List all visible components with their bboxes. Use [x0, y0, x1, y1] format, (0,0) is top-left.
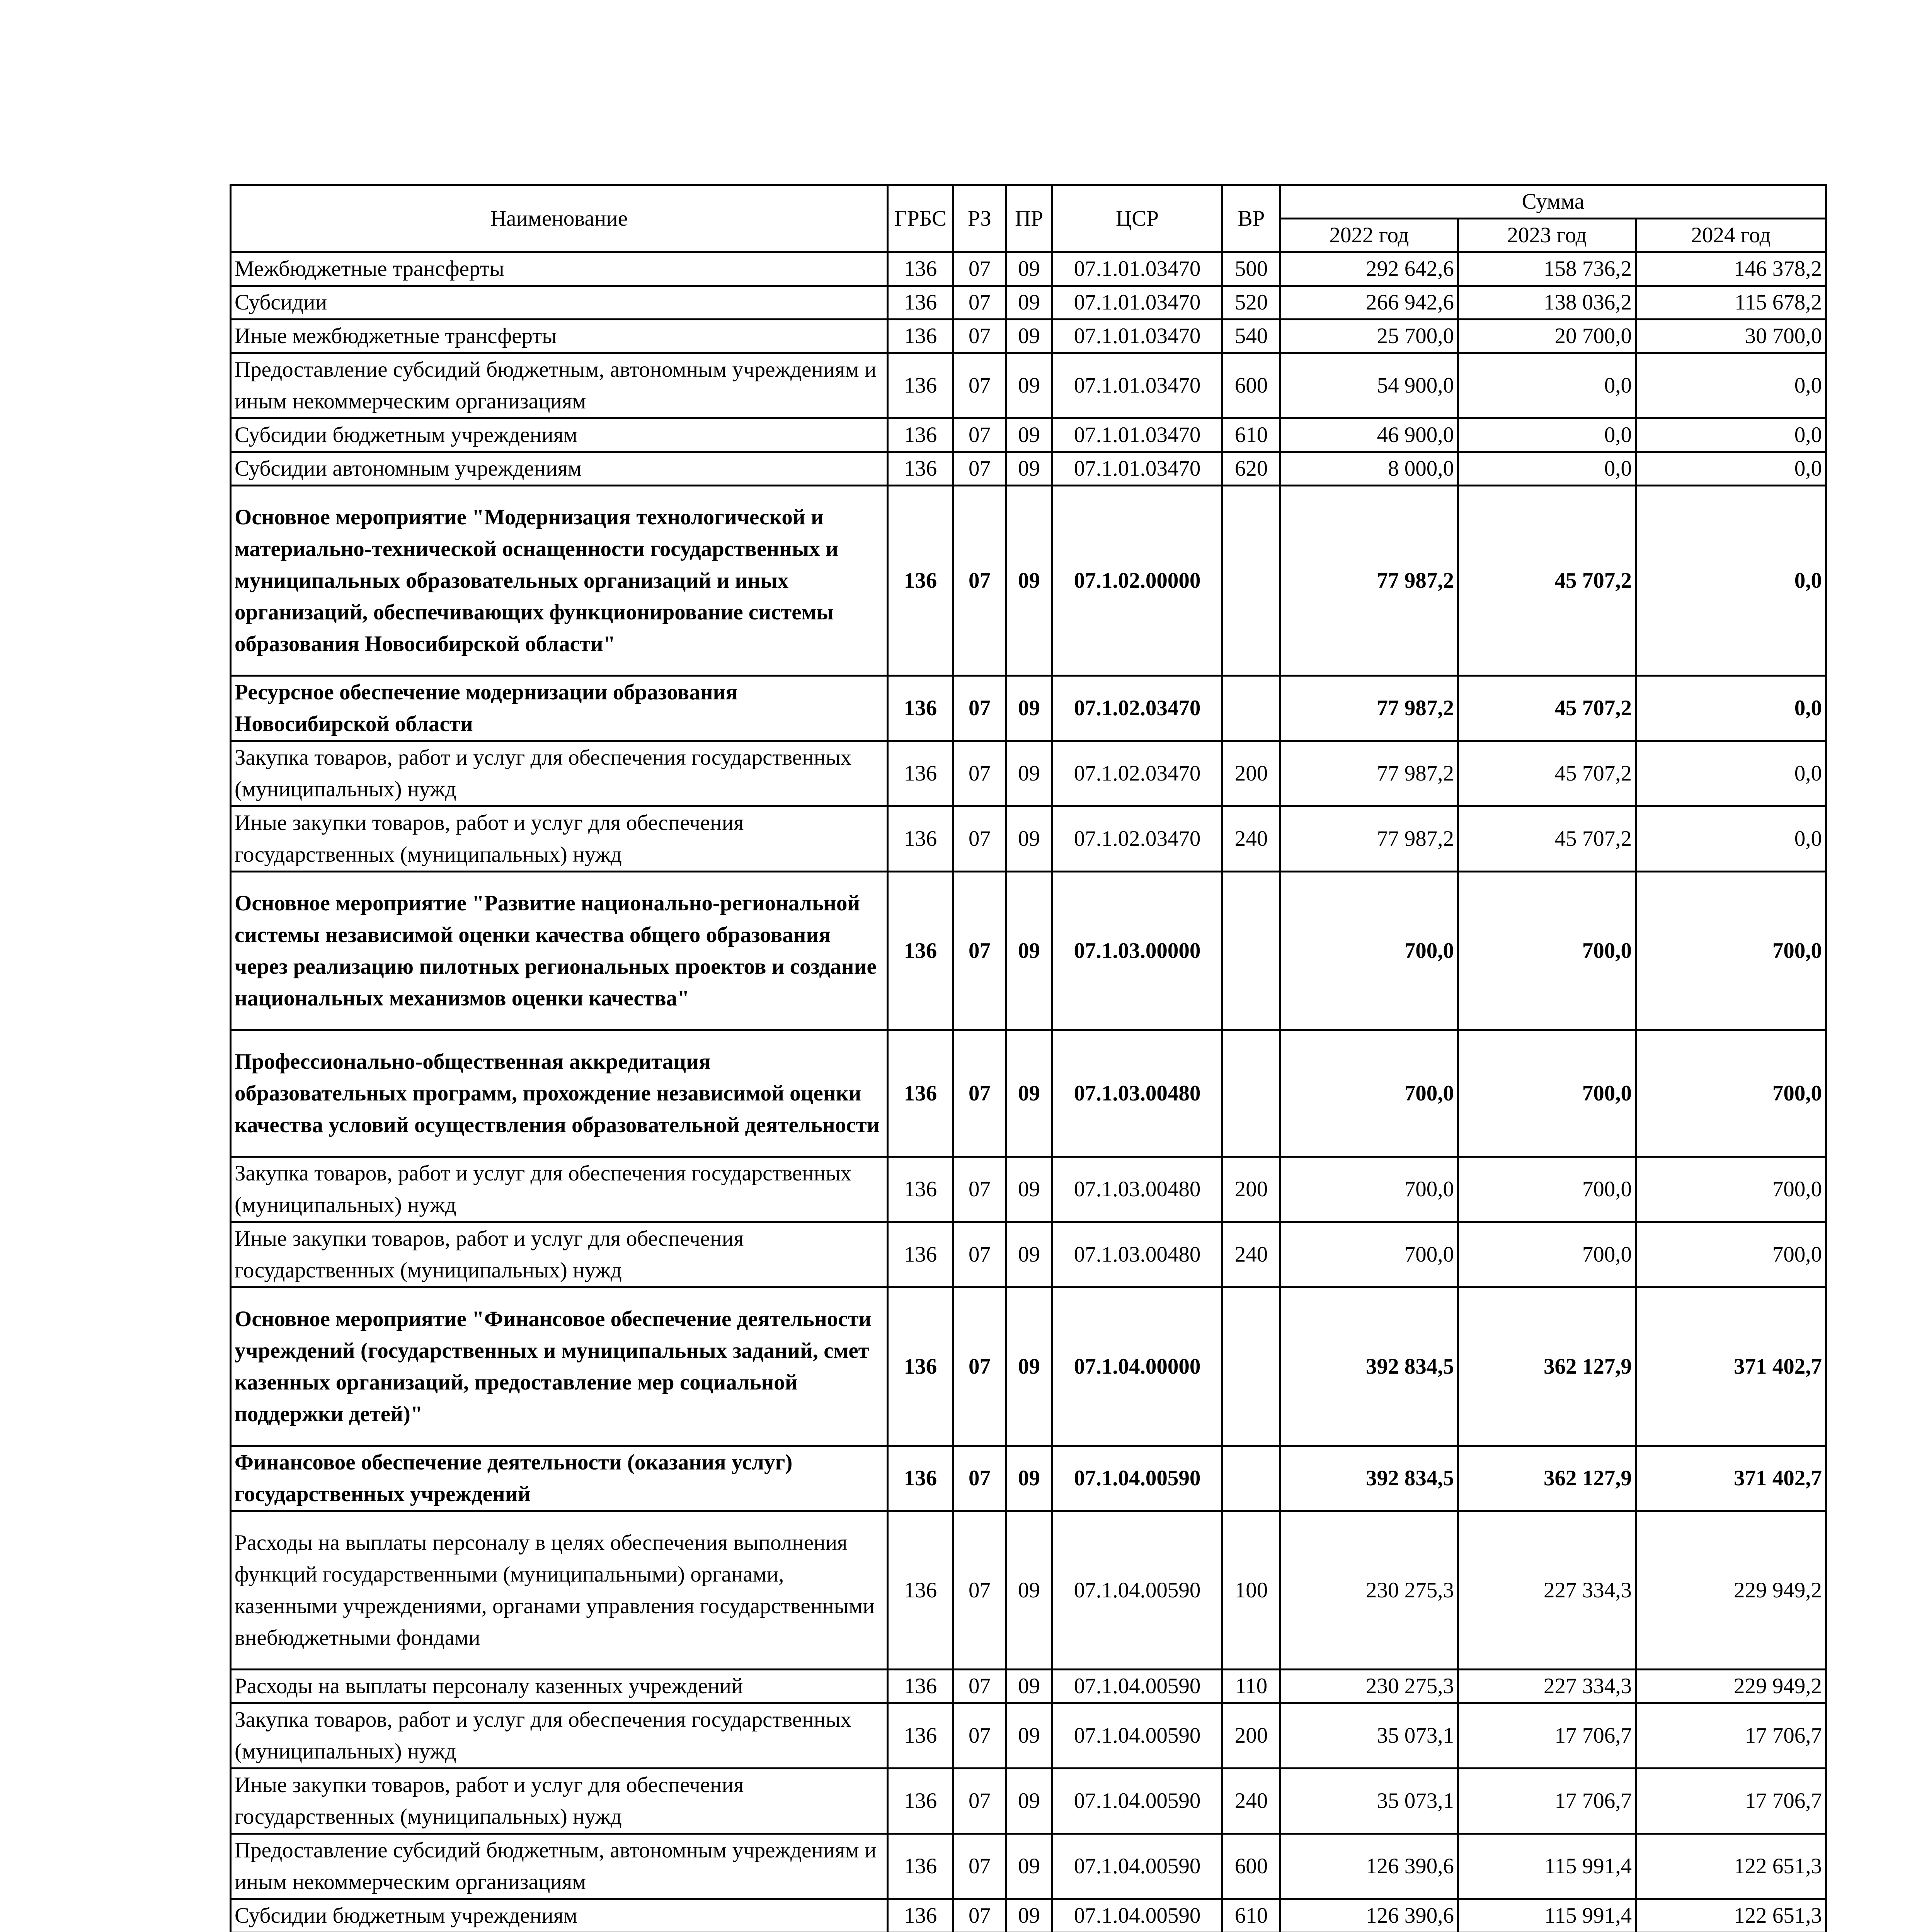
- row-grbs: 136: [888, 1834, 953, 1899]
- row-sum-2023: 158 736,2: [1458, 252, 1636, 286]
- row-rz: 07: [953, 1222, 1006, 1287]
- row-vr: 500: [1222, 252, 1280, 286]
- table-row: [231, 286, 1826, 320]
- row-sum-2023: 0,0: [1458, 418, 1636, 452]
- row-vr: 610: [1222, 1899, 1280, 1932]
- row-grbs: 136: [888, 1287, 953, 1446]
- row-pr: 09: [1006, 486, 1052, 676]
- row-pr: 09: [1006, 353, 1052, 418]
- row-sum-2022: 700,0: [1280, 1030, 1458, 1157]
- row-csr: 07.1.02.03470: [1052, 676, 1222, 741]
- row-name: Расходы на выплаты персоналу в целях обеспечения выполнения функций государственными (муниципальными) органами, казенными учреждениями, органами управления государственными внебюджетными фондами: [231, 1511, 888, 1670]
- row-name: Предоставление субсидий бюджетным, автономным учреждениям и иным некоммерческим организациям: [231, 1834, 888, 1899]
- row-rz: 07: [953, 1769, 1006, 1834]
- row-pr: 09: [1006, 1222, 1052, 1287]
- row-name: Финансовое обеспечение деятельности (оказания услуг) государственных учреждений: [231, 1446, 888, 1511]
- row-sum-2022: 46 900,0: [1280, 418, 1458, 452]
- row-vr: [1222, 1030, 1280, 1157]
- row-csr: 07.1.04.00590: [1052, 1769, 1222, 1834]
- row-pr: 09: [1006, 872, 1052, 1030]
- row-grbs: 136: [888, 320, 953, 353]
- row-grbs: 136: [888, 1899, 953, 1932]
- header-year-2023: 2023 год: [1458, 219, 1636, 252]
- table-row: [231, 1446, 1826, 1511]
- row-rz: 07: [953, 1899, 1006, 1932]
- table-row: [231, 1834, 1826, 1899]
- table-row: [231, 741, 1826, 806]
- row-sum-2022: 126 390,6: [1280, 1834, 1458, 1899]
- row-csr: 07.1.01.03470: [1052, 353, 1222, 418]
- row-vr: 200: [1222, 1157, 1280, 1222]
- header-year-2022: 2022 год: [1280, 219, 1458, 252]
- row-sum-2022: 292 642,6: [1280, 252, 1458, 286]
- row-vr: 240: [1222, 806, 1280, 872]
- row-rz: 07: [953, 1030, 1006, 1157]
- table-row: [231, 1511, 1826, 1670]
- row-sum-2023: 45 707,2: [1458, 741, 1636, 806]
- row-grbs: 136: [888, 1769, 953, 1834]
- row-pr: 09: [1006, 1769, 1052, 1834]
- row-name: Иные закупки товаров, работ и услуг для обеспечения государственных (муниципальных) нужд: [231, 806, 888, 872]
- row-csr: 07.1.01.03470: [1052, 252, 1222, 286]
- row-grbs: 136: [888, 806, 953, 872]
- row-name: Расходы на выплаты персоналу казенных учреждений: [231, 1670, 888, 1703]
- row-sum-2023: 20 700,0: [1458, 320, 1636, 353]
- row-pr: 09: [1006, 1899, 1052, 1932]
- row-vr: [1222, 1446, 1280, 1511]
- row-grbs: 136: [888, 418, 953, 452]
- table-row: [231, 1222, 1826, 1287]
- table-row: [231, 806, 1826, 872]
- row-sum-2022: 700,0: [1280, 872, 1458, 1030]
- row-sum-2024: 229 949,2: [1636, 1670, 1826, 1703]
- row-csr: 07.1.04.00590: [1052, 1670, 1222, 1703]
- row-rz: 07: [953, 1834, 1006, 1899]
- row-rz: 07: [953, 1157, 1006, 1222]
- row-csr: 07.1.04.00590: [1052, 1511, 1222, 1670]
- row-name: Субсидии бюджетным учреждениям: [231, 1899, 888, 1932]
- row-pr: 09: [1006, 741, 1052, 806]
- row-sum-2023: 138 036,2: [1458, 286, 1636, 320]
- row-rz: 07: [953, 1287, 1006, 1446]
- row-vr: 520: [1222, 286, 1280, 320]
- row-sum-2023: 227 334,3: [1458, 1511, 1636, 1670]
- row-csr: 07.1.02.03470: [1052, 806, 1222, 872]
- header-pr: ПР: [1006, 185, 1052, 252]
- row-sum-2024: 0,0: [1636, 418, 1826, 452]
- row-sum-2024: 0,0: [1636, 486, 1826, 676]
- row-vr: 110: [1222, 1670, 1280, 1703]
- row-vr: [1222, 872, 1280, 1030]
- row-pr: 09: [1006, 1511, 1052, 1670]
- row-pr: 09: [1006, 286, 1052, 320]
- row-sum-2022: 77 987,2: [1280, 486, 1458, 676]
- row-pr: 09: [1006, 252, 1052, 286]
- row-rz: 07: [953, 252, 1006, 286]
- row-vr: 620: [1222, 452, 1280, 486]
- row-sum-2024: 30 700,0: [1636, 320, 1826, 353]
- row-sum-2023: 700,0: [1458, 872, 1636, 1030]
- row-csr: 07.1.03.00000: [1052, 872, 1222, 1030]
- row-sum-2023: 17 706,7: [1458, 1703, 1636, 1769]
- row-rz: 07: [953, 1670, 1006, 1703]
- row-sum-2022: 392 834,5: [1280, 1287, 1458, 1446]
- row-grbs: 136: [888, 1670, 953, 1703]
- row-vr: 200: [1222, 1703, 1280, 1769]
- table-row: [231, 1157, 1826, 1222]
- row-sum-2023: 45 707,2: [1458, 676, 1636, 741]
- row-sum-2023: 700,0: [1458, 1030, 1636, 1157]
- row-pr: 09: [1006, 1703, 1052, 1769]
- row-sum-2024: 229 949,2: [1636, 1511, 1826, 1670]
- row-rz: 07: [953, 486, 1006, 676]
- row-grbs: 136: [888, 286, 953, 320]
- row-sum-2022: 77 987,2: [1280, 741, 1458, 806]
- row-sum-2024: 146 378,2: [1636, 252, 1826, 286]
- row-rz: 07: [953, 286, 1006, 320]
- row-sum-2022: 700,0: [1280, 1222, 1458, 1287]
- row-sum-2023: 362 127,9: [1458, 1446, 1636, 1511]
- table-row: [231, 1703, 1826, 1769]
- table-header: [231, 185, 1826, 252]
- row-sum-2022: 230 275,3: [1280, 1670, 1458, 1703]
- row-sum-2023: 45 707,2: [1458, 486, 1636, 676]
- row-sum-2024: 700,0: [1636, 1222, 1826, 1287]
- row-sum-2023: 17 706,7: [1458, 1769, 1636, 1834]
- table-row: [231, 252, 1826, 286]
- row-sum-2023: 700,0: [1458, 1157, 1636, 1222]
- row-sum-2024: 115 678,2: [1636, 286, 1826, 320]
- row-vr: [1222, 676, 1280, 741]
- row-name: Субсидии: [231, 286, 888, 320]
- row-rz: 07: [953, 872, 1006, 1030]
- row-name: Субсидии бюджетным учреждениям: [231, 418, 888, 452]
- row-pr: 09: [1006, 452, 1052, 486]
- row-vr: 540: [1222, 320, 1280, 353]
- row-sum-2023: 0,0: [1458, 452, 1636, 486]
- row-vr: 610: [1222, 418, 1280, 452]
- row-csr: 07.1.04.00590: [1052, 1899, 1222, 1932]
- row-name: Субсидии автономным учреждениям: [231, 452, 888, 486]
- row-sum-2022: 77 987,2: [1280, 676, 1458, 741]
- header-rz: РЗ: [953, 185, 1006, 252]
- row-csr: 07.1.01.03470: [1052, 418, 1222, 452]
- row-pr: 09: [1006, 1446, 1052, 1511]
- row-sum-2022: 392 834,5: [1280, 1446, 1458, 1511]
- row-csr: 07.1.01.03470: [1052, 286, 1222, 320]
- table-row: [231, 320, 1826, 353]
- row-rz: 07: [953, 741, 1006, 806]
- row-rz: 07: [953, 1446, 1006, 1511]
- header-csr: ЦСР: [1052, 185, 1222, 252]
- table-row: [231, 486, 1826, 676]
- row-sum-2022: 700,0: [1280, 1157, 1458, 1222]
- table-row: [231, 1769, 1826, 1834]
- header-name: Наименование: [231, 185, 888, 252]
- row-pr: 09: [1006, 1030, 1052, 1157]
- row-csr: 07.1.03.00480: [1052, 1030, 1222, 1157]
- row-grbs: 136: [888, 1030, 953, 1157]
- row-csr: 07.1.02.00000: [1052, 486, 1222, 676]
- row-pr: 09: [1006, 1287, 1052, 1446]
- row-name: Закупка товаров, работ и услуг для обеспечения государственных (муниципальных) нужд: [231, 1157, 888, 1222]
- row-sum-2024: 0,0: [1636, 452, 1826, 486]
- row-pr: 09: [1006, 320, 1052, 353]
- row-sum-2022: 266 942,6: [1280, 286, 1458, 320]
- table-row: [231, 353, 1826, 418]
- row-rz: 07: [953, 353, 1006, 418]
- row-grbs: 136: [888, 872, 953, 1030]
- row-sum-2023: 115 991,4: [1458, 1899, 1636, 1932]
- row-vr: [1222, 1287, 1280, 1446]
- row-grbs: 136: [888, 1222, 953, 1287]
- row-sum-2024: 122 651,3: [1636, 1899, 1826, 1932]
- row-sum-2023: 700,0: [1458, 1222, 1636, 1287]
- row-rz: 07: [953, 418, 1006, 452]
- row-name: Основное мероприятие "Финансовое обеспечение деятельности учреждений (государственных и муниципальных заданий, смет казенных организаций, предоставление мер социальной поддержки детей)": [231, 1287, 888, 1446]
- row-vr: 240: [1222, 1222, 1280, 1287]
- row-sum-2024: 122 651,3: [1636, 1834, 1826, 1899]
- row-vr: 200: [1222, 741, 1280, 806]
- row-rz: 07: [953, 1511, 1006, 1670]
- row-name: Межбюджетные трансферты: [231, 252, 888, 286]
- row-grbs: 136: [888, 1446, 953, 1511]
- row-grbs: 136: [888, 741, 953, 806]
- table-row: [231, 452, 1826, 486]
- row-vr: [1222, 486, 1280, 676]
- row-grbs: 136: [888, 1511, 953, 1670]
- row-sum-2024: 0,0: [1636, 806, 1826, 872]
- row-grbs: 136: [888, 353, 953, 418]
- table-row: [231, 1287, 1826, 1446]
- row-csr: 07.1.01.03470: [1052, 320, 1222, 353]
- row-grbs: 136: [888, 452, 953, 486]
- row-vr: 100: [1222, 1511, 1280, 1670]
- table-row: [231, 418, 1826, 452]
- row-sum-2023: 362 127,9: [1458, 1287, 1636, 1446]
- table-row: [231, 1670, 1826, 1703]
- table-row: [231, 872, 1826, 1030]
- row-name: Иные закупки товаров, работ и услуг для обеспечения государственных (муниципальных) нужд: [231, 1222, 888, 1287]
- row-vr: 600: [1222, 1834, 1280, 1899]
- row-csr: 07.1.04.00590: [1052, 1834, 1222, 1899]
- row-sum-2024: 0,0: [1636, 353, 1826, 418]
- row-rz: 07: [953, 676, 1006, 741]
- row-csr: 07.1.01.03470: [1052, 452, 1222, 486]
- row-csr: 07.1.04.00590: [1052, 1703, 1222, 1769]
- table-body: [231, 252, 1826, 1932]
- row-sum-2024: 0,0: [1636, 676, 1826, 741]
- row-sum-2024: 17 706,7: [1636, 1703, 1826, 1769]
- row-sum-2024: 700,0: [1636, 872, 1826, 1030]
- row-sum-2024: 371 402,7: [1636, 1446, 1826, 1511]
- row-grbs: 136: [888, 252, 953, 286]
- row-pr: 09: [1006, 806, 1052, 872]
- row-pr: 09: [1006, 418, 1052, 452]
- row-sum-2024: 700,0: [1636, 1157, 1826, 1222]
- row-sum-2023: 227 334,3: [1458, 1670, 1636, 1703]
- row-sum-2024: 371 402,7: [1636, 1287, 1826, 1446]
- row-sum-2022: 230 275,3: [1280, 1511, 1458, 1670]
- row-name: Закупка товаров, работ и услуг для обеспечения государственных (муниципальных) нужд: [231, 741, 888, 806]
- row-sum-2022: 54 900,0: [1280, 353, 1458, 418]
- row-name: Иные закупки товаров, работ и услуг для обеспечения государственных (муниципальных) нужд: [231, 1769, 888, 1834]
- header-vr: ВР: [1222, 185, 1280, 252]
- row-csr: 07.1.02.03470: [1052, 741, 1222, 806]
- row-name: Ресурсное обеспечение модернизации образования Новосибирской области: [231, 676, 888, 741]
- budget-table: [230, 184, 1827, 1932]
- row-pr: 09: [1006, 1157, 1052, 1222]
- row-pr: 09: [1006, 1670, 1052, 1703]
- row-rz: 07: [953, 806, 1006, 872]
- row-sum-2022: 35 073,1: [1280, 1769, 1458, 1834]
- row-csr: 07.1.04.00000: [1052, 1287, 1222, 1446]
- row-sum-2024: 0,0: [1636, 741, 1826, 806]
- row-name: Основное мероприятие "Развитие национально-региональной системы независимой оценки качества общего образования через реализацию пилотных региональных проектов и создание национальных механизмов оценки качества": [231, 872, 888, 1030]
- row-sum-2023: 0,0: [1458, 353, 1636, 418]
- row-grbs: 136: [888, 676, 953, 741]
- table-row: [231, 676, 1826, 741]
- row-grbs: 136: [888, 1703, 953, 1769]
- row-grbs: 136: [888, 1157, 953, 1222]
- header-sum: Сумма: [1280, 185, 1826, 219]
- row-sum-2023: 45 707,2: [1458, 806, 1636, 872]
- row-pr: 09: [1006, 676, 1052, 741]
- row-rz: 07: [953, 320, 1006, 353]
- row-sum-2024: 700,0: [1636, 1030, 1826, 1157]
- row-csr: 07.1.04.00590: [1052, 1446, 1222, 1511]
- header-grbs: ГРБС: [888, 185, 953, 252]
- row-sum-2022: 8 000,0: [1280, 452, 1458, 486]
- table-row: [231, 1899, 1826, 1932]
- table-row: [231, 1030, 1826, 1157]
- row-rz: 07: [953, 1703, 1006, 1769]
- row-name: Предоставление субсидий бюджетным, автономным учреждениям и иным некоммерческим организациям: [231, 353, 888, 418]
- row-name: Основное мероприятие "Модернизация технологической и материально-технической оснащенности государственных и муниципальных образовательных организаций и иных организаций, обеспечивающих функционирование системы образования Новосибирской области": [231, 486, 888, 676]
- header-year-2024: 2024 год: [1636, 219, 1826, 252]
- row-csr: 07.1.03.00480: [1052, 1157, 1222, 1222]
- row-sum-2022: 25 700,0: [1280, 320, 1458, 353]
- row-name: Закупка товаров, работ и услуг для обеспечения государственных (муниципальных) нужд: [231, 1703, 888, 1769]
- row-vr: 240: [1222, 1769, 1280, 1834]
- row-pr: 09: [1006, 1834, 1052, 1899]
- row-csr: 07.1.03.00480: [1052, 1222, 1222, 1287]
- row-sum-2022: 126 390,6: [1280, 1899, 1458, 1932]
- row-vr: 600: [1222, 353, 1280, 418]
- row-grbs: 136: [888, 486, 953, 676]
- row-name: Профессионально-общественная аккредитация образовательных программ, прохождение независимой оценки качества условий осуществления образовательной деятельности: [231, 1030, 888, 1157]
- row-sum-2022: 77 987,2: [1280, 806, 1458, 872]
- row-sum-2022: 35 073,1: [1280, 1703, 1458, 1769]
- row-sum-2023: 115 991,4: [1458, 1834, 1636, 1899]
- row-sum-2024: 17 706,7: [1636, 1769, 1826, 1834]
- row-name: Иные межбюджетные трансферты: [231, 320, 888, 353]
- row-rz: 07: [953, 452, 1006, 486]
